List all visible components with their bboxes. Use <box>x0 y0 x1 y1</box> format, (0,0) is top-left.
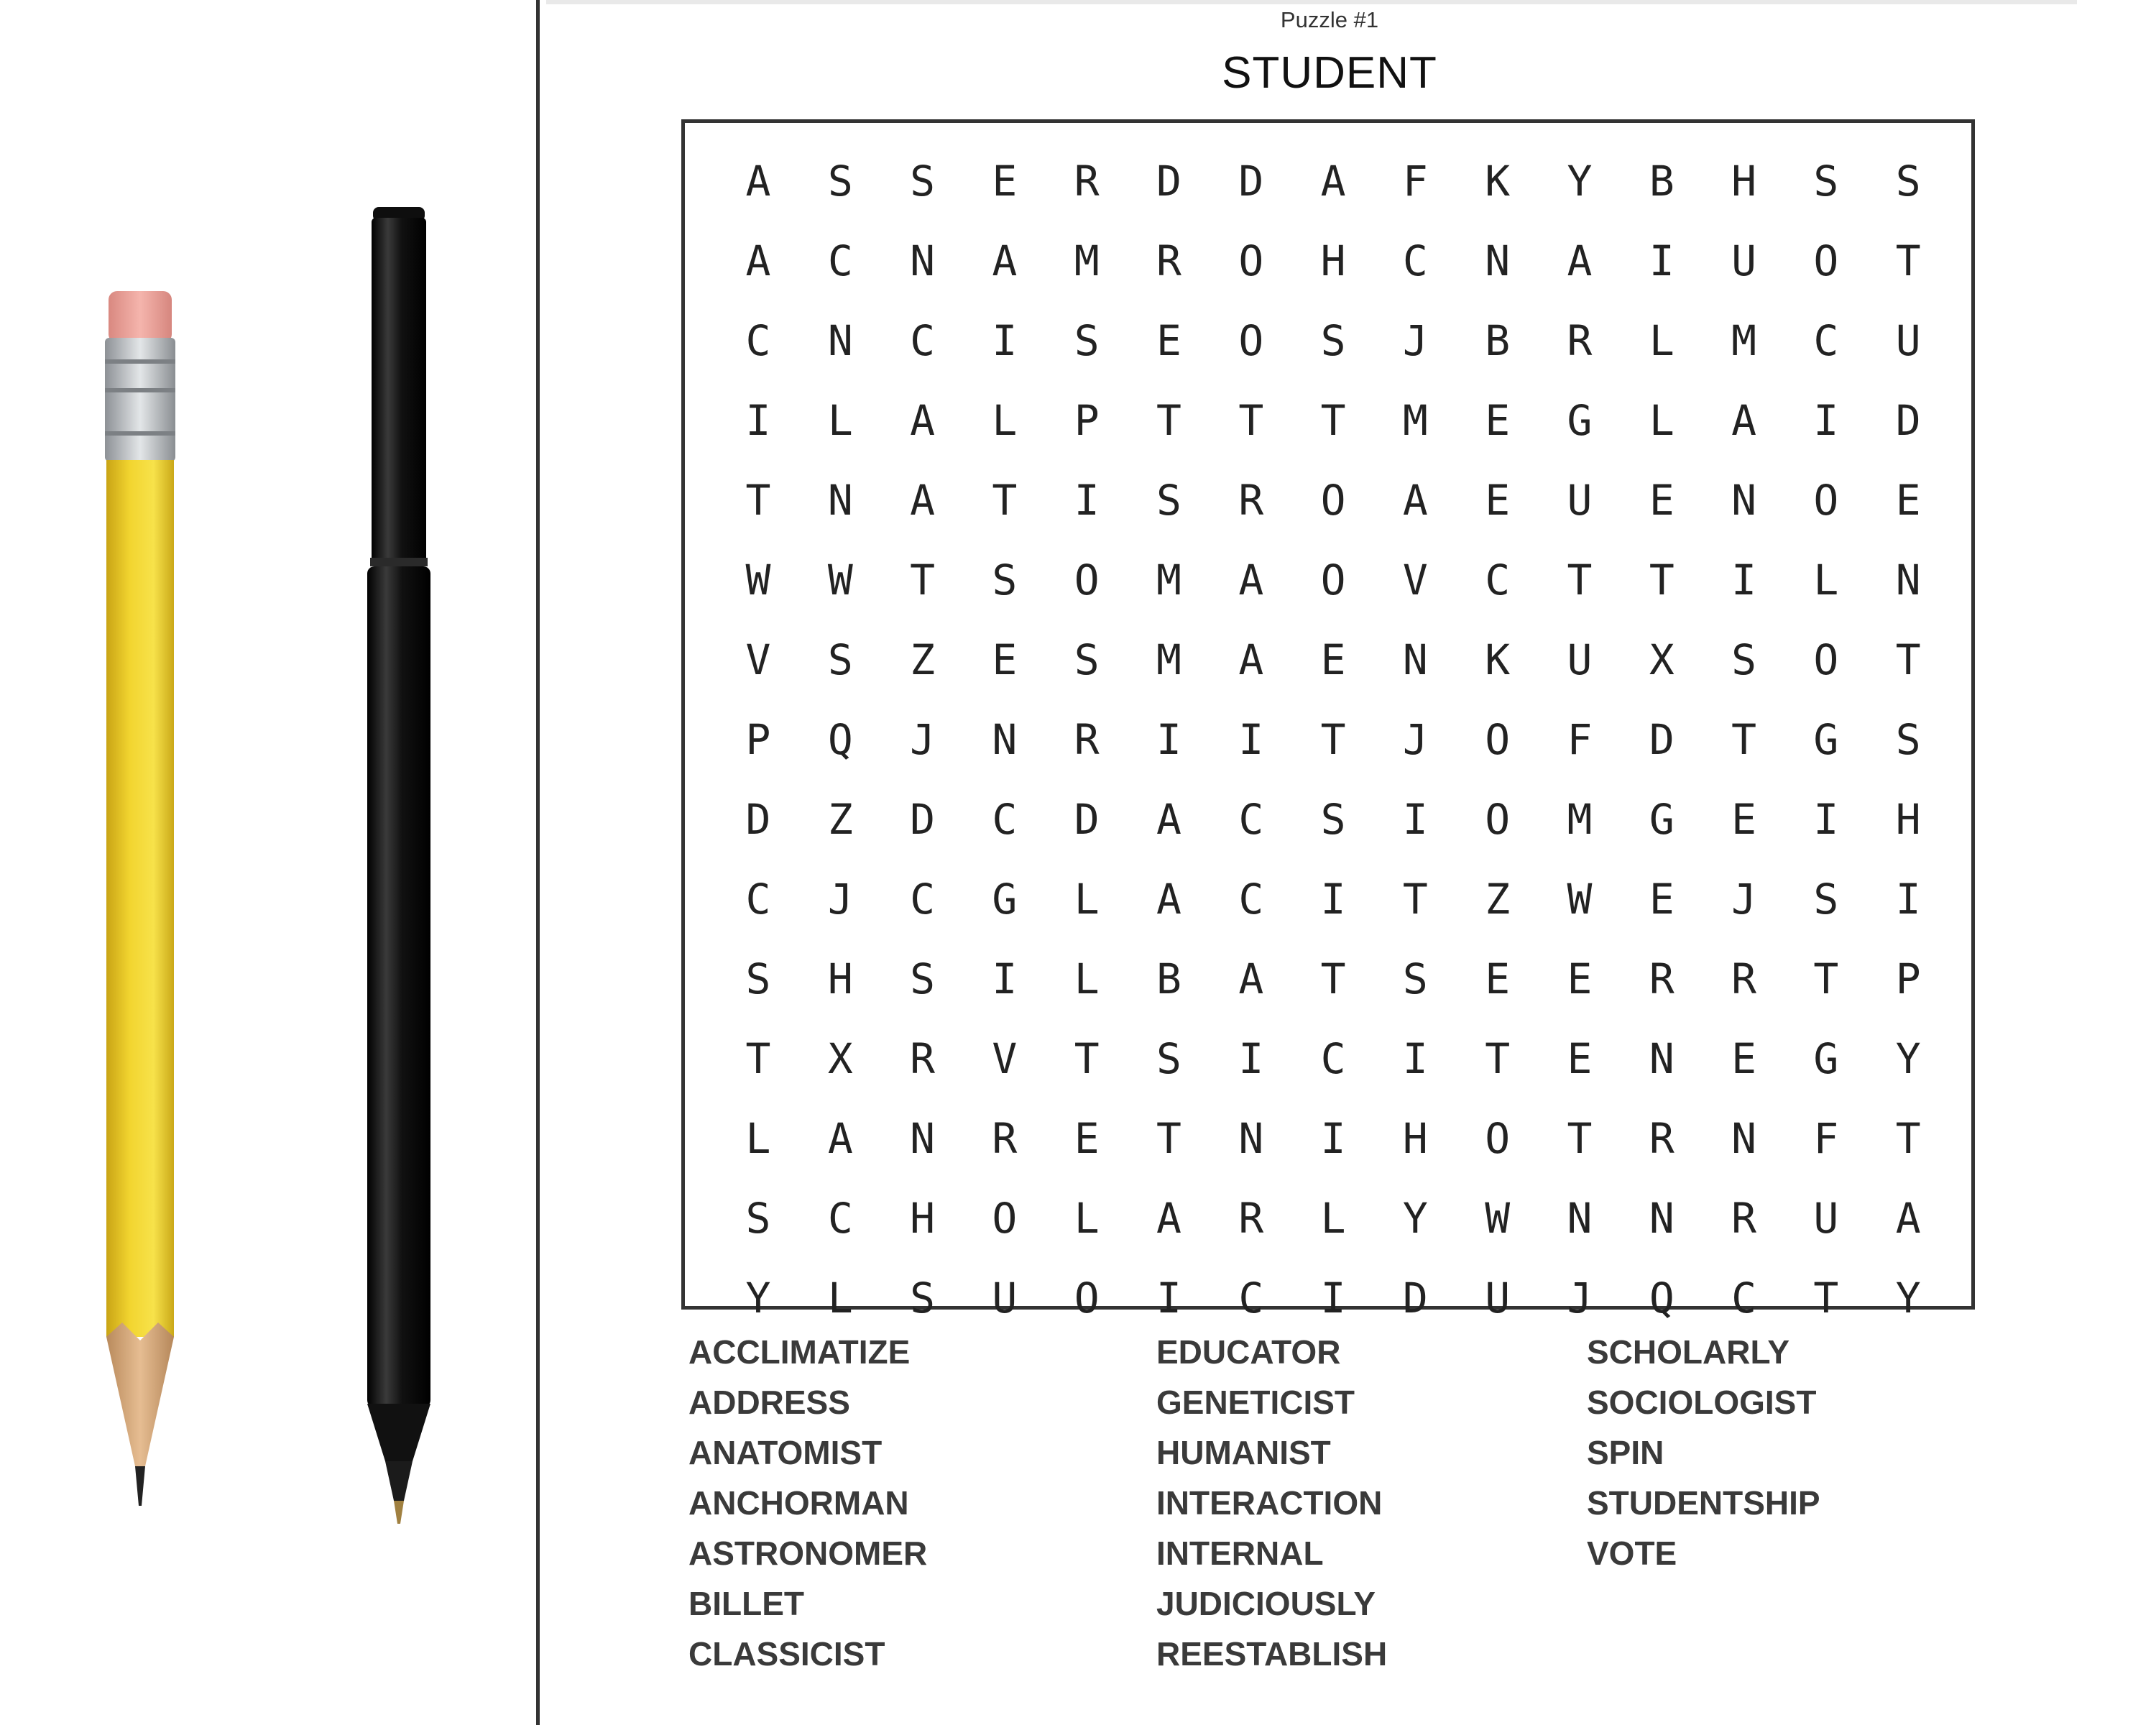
grid-cell[interactable]: O <box>1074 1273 1100 1322</box>
grid-cell[interactable]: A <box>827 1113 853 1163</box>
grid-cell[interactable]: N <box>1485 236 1511 285</box>
grid-cell[interactable]: L <box>1813 555 1839 604</box>
grid-cell[interactable]: N <box>827 316 853 365</box>
grid-cell[interactable]: N <box>1731 1113 1757 1163</box>
word-list-item: HUMANIST <box>1156 1434 1331 1471</box>
grid-cell[interactable]: T <box>1567 1113 1593 1163</box>
grid-cell[interactable]: R <box>1731 1193 1757 1243</box>
grid-cell[interactable]: A <box>745 156 771 206</box>
grid-cell[interactable]: Z <box>827 794 853 844</box>
grid-cell[interactable]: S <box>1320 316 1346 365</box>
grid-cell[interactable]: F <box>1402 156 1428 206</box>
word-list-item: VOTE <box>1587 1535 1677 1572</box>
grid-cell[interactable]: Y <box>1567 156 1593 206</box>
grid-cell[interactable]: T <box>1074 1034 1100 1083</box>
grid-cell[interactable]: F <box>1813 1113 1839 1163</box>
grid-cell[interactable]: Z <box>1485 874 1511 924</box>
grid-cell[interactable]: C <box>910 316 936 365</box>
grid-cell[interactable]: T <box>1649 555 1674 604</box>
grid-cell[interactable]: A <box>1731 395 1757 445</box>
grid-cell[interactable]: C <box>1320 1034 1346 1083</box>
grid-cell[interactable]: S <box>745 954 771 1003</box>
puzzle-title: STUDENT <box>1222 48 1437 98</box>
word-list-item: JUDICIOUSLY <box>1156 1585 1376 1622</box>
grid-cell[interactable]: U <box>1567 635 1593 684</box>
grid-cell[interactable]: H <box>910 1193 936 1243</box>
grid-cell[interactable]: G <box>992 874 1018 924</box>
grid-cell[interactable]: M <box>1402 395 1428 445</box>
grid-cell[interactable]: J <box>1731 874 1757 924</box>
grid-cell[interactable]: N <box>1895 555 1921 604</box>
grid-cell[interactable]: T <box>1895 236 1921 285</box>
grid-cell[interactable]: D <box>1156 156 1181 206</box>
grid-cell[interactable]: D <box>1074 794 1100 844</box>
grid-cell[interactable]: R <box>910 1034 936 1083</box>
grid-cell[interactable]: A <box>745 236 771 285</box>
grid-cell[interactable]: U <box>992 1273 1018 1322</box>
grid-cell[interactable]: U <box>1895 316 1921 365</box>
grid-cell[interactable]: P <box>1895 954 1921 1003</box>
grid-cell[interactable]: O <box>1813 635 1839 684</box>
grid-cell[interactable]: J <box>1402 316 1428 365</box>
grid-cell[interactable]: U <box>1731 236 1757 285</box>
grid-cell[interactable]: T <box>1320 395 1346 445</box>
word-list-item: REESTABLISH <box>1156 1635 1388 1673</box>
grid-cell[interactable]: J <box>1567 1273 1593 1322</box>
word-list-item: INTERACTION <box>1156 1484 1383 1522</box>
grid-cell[interactable]: A <box>992 236 1018 285</box>
grid-cell[interactable]: C <box>1238 874 1264 924</box>
grid-cell[interactable]: W <box>1485 1193 1511 1243</box>
grid-cell[interactable]: I <box>1320 1113 1346 1163</box>
grid-cell[interactable]: O <box>1485 794 1511 844</box>
grid-cell[interactable]: C <box>992 794 1018 844</box>
grid-cell[interactable]: V <box>992 1034 1018 1083</box>
grid-cell[interactable]: R <box>1567 316 1593 365</box>
word-list-item: SCHOLARLY <box>1587 1333 1789 1371</box>
grid-cell[interactable]: T <box>992 475 1018 525</box>
grid-cell[interactable]: T <box>1813 1273 1839 1322</box>
grid-cell[interactable]: T <box>1813 954 1839 1003</box>
grid-cell[interactable]: Y <box>745 1273 771 1322</box>
grid-cell[interactable]: U <box>1813 1193 1839 1243</box>
grid-cell[interactable]: I <box>1320 874 1346 924</box>
grid-cell[interactable]: K <box>1485 635 1511 684</box>
grid-cell[interactable]: T <box>1485 1034 1511 1083</box>
grid-cell[interactable]: S <box>827 156 853 206</box>
grid-cell[interactable]: X <box>1649 635 1674 684</box>
grid-cell[interactable]: H <box>1895 794 1921 844</box>
grid-cell[interactable]: B <box>1485 316 1511 365</box>
grid-cell[interactable]: I <box>1402 1034 1428 1083</box>
grid-cell[interactable]: Q <box>827 714 853 764</box>
grid-cell[interactable]: A <box>1238 635 1264 684</box>
grid-cell[interactable]: E <box>1156 316 1181 365</box>
grid-cell[interactable]: I <box>1649 236 1674 285</box>
grid-cell[interactable]: I <box>1320 1273 1346 1322</box>
grid-cell[interactable]: O <box>992 1193 1018 1243</box>
grid-cell[interactable]: L <box>827 1273 853 1322</box>
grid-cell[interactable]: N <box>1649 1034 1674 1083</box>
grid-cell[interactable]: R <box>1074 156 1100 206</box>
word-list-item: SOCIOLOGIST <box>1587 1384 1817 1421</box>
grid-cell[interactable]: X <box>827 1034 853 1083</box>
grid-cell[interactable]: E <box>1485 954 1511 1003</box>
grid-cell[interactable]: I <box>1813 794 1839 844</box>
grid-cell[interactable]: S <box>1895 714 1921 764</box>
grid-cell[interactable]: P <box>1074 395 1100 445</box>
grid-cell[interactable]: S <box>1156 1034 1181 1083</box>
grid-cell[interactable]: C <box>1813 316 1839 365</box>
grid-cell[interactable]: T <box>1567 555 1593 604</box>
pencil-icon[interactable] <box>101 288 180 1524</box>
grid-cell[interactable]: G <box>1813 714 1839 764</box>
grid-cell[interactable]: K <box>1485 156 1511 206</box>
grid-cell[interactable]: T <box>1320 714 1346 764</box>
grid-cell[interactable]: I <box>1156 1273 1181 1322</box>
grid-cell[interactable]: A <box>1238 555 1264 604</box>
grid-cell[interactable]: G <box>1649 794 1674 844</box>
grid-cell[interactable]: U <box>1567 475 1593 525</box>
grid-cell[interactable]: O <box>1320 555 1346 604</box>
grid-cell[interactable]: E <box>1649 475 1674 525</box>
word-list-item: ASTRONOMER <box>688 1535 928 1572</box>
grid-cell[interactable]: R <box>1074 714 1100 764</box>
grid-cell[interactable]: O <box>1238 316 1264 365</box>
grid-cell[interactable]: A <box>1156 874 1181 924</box>
grid-cell[interactable]: M <box>1731 316 1757 365</box>
word-list-column-1 <box>688 1327 927 1679</box>
grid-cell[interactable]: S <box>1813 156 1839 206</box>
grid-cell[interactable]: Y <box>1895 1034 1921 1083</box>
grid-cell[interactable]: O <box>1320 475 1346 525</box>
grid-cell[interactable]: O <box>1238 236 1264 285</box>
grid-cell[interactable]: R <box>1156 236 1181 285</box>
panel-divider <box>536 0 540 1725</box>
grid-cell[interactable]: R <box>1649 1113 1674 1163</box>
grid-cell[interactable]: C <box>827 1193 853 1243</box>
grid-cell[interactable]: M <box>1074 236 1100 285</box>
grid-cell[interactable]: H <box>1320 236 1346 285</box>
grid-cell[interactable]: N <box>910 236 936 285</box>
puzzle-number: Puzzle #1 <box>1280 7 1379 32</box>
grid-cell[interactable]: D <box>1649 714 1674 764</box>
grid-cell[interactable]: D <box>1402 1273 1428 1322</box>
grid-cell[interactable]: A <box>1567 236 1593 285</box>
grid-cell[interactable]: I <box>1074 475 1100 525</box>
grid-cell[interactable]: W <box>1567 874 1593 924</box>
grid-cell[interactable]: O <box>1485 714 1511 764</box>
grid-cell[interactable]: S <box>910 954 936 1003</box>
grid-cell[interactable]: J <box>1402 714 1428 764</box>
grid-cell[interactable]: O <box>1813 236 1839 285</box>
grid-cell[interactable]: V <box>745 635 771 684</box>
grid-cell[interactable]: L <box>1649 395 1674 445</box>
grid-cell[interactable]: Z <box>910 635 936 684</box>
grid-cell[interactable]: I <box>1238 714 1264 764</box>
grid-cell[interactable]: L <box>1649 316 1674 365</box>
grid-cell[interactable]: D <box>745 794 771 844</box>
grid-cell[interactable]: S <box>910 1273 936 1322</box>
grid-cell[interactable]: T <box>1402 874 1428 924</box>
grid-cell[interactable]: A <box>1156 794 1181 844</box>
grid-cell[interactable]: S <box>992 555 1018 604</box>
grid-cell[interactable]: R <box>1238 475 1264 525</box>
grid-cell[interactable]: N <box>1238 1113 1264 1163</box>
grid-cell[interactable]: S <box>1074 635 1100 684</box>
grid-cell[interactable]: Q <box>1649 1273 1674 1322</box>
grid-cell[interactable]: E <box>1074 1113 1100 1163</box>
grid-cell[interactable]: E <box>1320 635 1346 684</box>
grid-cell[interactable]: T <box>1156 395 1181 445</box>
grid-cell[interactable]: E <box>1567 1034 1593 1083</box>
grid-cell[interactable]: L <box>1074 874 1100 924</box>
grid-cell[interactable]: T <box>745 475 771 525</box>
word-list-item: ACCLIMATIZE <box>688 1333 911 1371</box>
grid-cell[interactable]: S <box>1895 156 1921 206</box>
grid-cell[interactable]: R <box>1731 954 1757 1003</box>
grid-cell[interactable]: T <box>1238 395 1264 445</box>
grid-cell[interactable]: S <box>1074 316 1100 365</box>
grid-cell[interactable]: S <box>827 635 853 684</box>
word-list-item: SPIN <box>1587 1434 1664 1471</box>
grid-cell[interactable]: E <box>1567 954 1593 1003</box>
grid-cell[interactable]: I <box>1402 794 1428 844</box>
grid-cell[interactable]: S <box>1813 874 1839 924</box>
grid-cell[interactable]: Y <box>1402 1193 1428 1243</box>
grid-cell[interactable]: I <box>1731 555 1757 604</box>
grid-cell[interactable]: L <box>1320 1193 1346 1243</box>
grid-cell[interactable]: D <box>910 794 936 844</box>
grid-cell[interactable]: A <box>1320 156 1346 206</box>
grid-cell[interactable]: Y <box>1895 1273 1921 1322</box>
grid-cell[interactable]: N <box>827 475 853 525</box>
word-list-column-2 <box>1156 1327 1387 1679</box>
grid-cell[interactable]: E <box>1731 1034 1757 1083</box>
grid-cell[interactable]: S <box>1156 475 1181 525</box>
grid-cell[interactable]: L <box>827 395 853 445</box>
grid-cell[interactable]: U <box>1485 1273 1511 1322</box>
grid-cell[interactable]: S <box>745 1193 771 1243</box>
grid-cell[interactable]: H <box>1731 156 1757 206</box>
word-list-item: ANCHORMAN <box>688 1484 909 1522</box>
grid-cell[interactable]: A <box>1402 475 1428 525</box>
grid-cell[interactable]: R <box>1238 1193 1264 1243</box>
grid-cell[interactable]: F <box>1567 714 1593 764</box>
grid-cell[interactable]: E <box>1485 475 1511 525</box>
grid-cell[interactable]: I <box>1813 395 1839 445</box>
grid-cell[interactable]: T <box>745 1034 771 1083</box>
grid-cell[interactable]: N <box>1402 635 1428 684</box>
grid-cell[interactable]: T <box>1895 1113 1921 1163</box>
grid-cell[interactable]: A <box>1156 1193 1181 1243</box>
word-list-item: STUDENTSHIP <box>1587 1484 1820 1522</box>
grid-cell[interactable]: T <box>1895 635 1921 684</box>
grid-cell[interactable]: L <box>1074 1193 1100 1243</box>
grid-cell[interactable]: A <box>910 395 936 445</box>
word-list-item: ANATOMIST <box>688 1434 883 1471</box>
grid-cell[interactable]: E <box>992 635 1018 684</box>
grid-cell[interactable]: N <box>1567 1193 1593 1243</box>
grid-cell[interactable]: C <box>1238 794 1264 844</box>
grid-cell[interactable]: G <box>1567 395 1593 445</box>
grid-cell[interactable]: E <box>1649 874 1674 924</box>
grid-cell[interactable]: S <box>1402 954 1428 1003</box>
grid-cell[interactable]: C <box>910 874 936 924</box>
grid-cell[interactable]: A <box>1238 954 1264 1003</box>
grid-cell[interactable]: C <box>1731 1273 1757 1322</box>
grid-cell[interactable]: S <box>1320 794 1346 844</box>
grid-cell[interactable]: I <box>992 954 1018 1003</box>
grid-cell[interactable]: L <box>745 1113 771 1163</box>
grid-cell[interactable]: V <box>1402 555 1428 604</box>
grid-cell[interactable]: E <box>1485 395 1511 445</box>
word-list-item: BILLET <box>688 1585 804 1622</box>
tool-panel <box>0 0 536 1725</box>
grid-cell[interactable]: M <box>1156 555 1181 604</box>
grid-cell[interactable]: S <box>910 156 936 206</box>
grid-cell[interactable]: R <box>1649 954 1674 1003</box>
top-rule <box>546 0 2077 4</box>
grid-cell[interactable]: E <box>1895 475 1921 525</box>
grid-cell[interactable]: J <box>827 874 853 924</box>
grid-cell[interactable]: W <box>827 555 853 604</box>
pen-icon[interactable] <box>359 207 438 1537</box>
word-list-item: CLASSICIST <box>688 1635 885 1673</box>
grid-cell[interactable]: E <box>992 156 1018 206</box>
grid-cell[interactable]: C <box>1402 236 1428 285</box>
grid-cell[interactable]: C <box>745 874 771 924</box>
letter-grid[interactable] <box>717 142 1953 1322</box>
grid-cell[interactable]: N <box>910 1113 936 1163</box>
word-list-item: ADDRESS <box>688 1384 850 1421</box>
grid-cell[interactable]: B <box>1156 954 1181 1003</box>
grid-cell[interactable]: O <box>1813 475 1839 525</box>
grid-cell[interactable]: N <box>1649 1193 1674 1243</box>
grid-cell[interactable]: W <box>745 555 771 604</box>
word-list-column-3 <box>1587 1327 1820 1578</box>
grid-cell[interactable]: I <box>992 316 1018 365</box>
grid-cell[interactable]: T <box>1320 954 1346 1003</box>
grid-cell[interactable]: E <box>1731 794 1757 844</box>
grid-cell[interactable]: H <box>827 954 853 1003</box>
grid-cell[interactable]: T <box>1156 1113 1181 1163</box>
grid-cell[interactable]: H <box>1402 1113 1428 1163</box>
grid-cell[interactable]: G <box>1813 1034 1839 1083</box>
grid-cell[interactable]: P <box>745 714 771 764</box>
grid-cell[interactable]: R <box>992 1113 1018 1163</box>
grid-cell[interactable]: A <box>910 475 936 525</box>
grid-cell[interactable]: I <box>1895 874 1921 924</box>
grid-cell[interactable]: S <box>1731 635 1757 684</box>
grid-cell[interactable]: I <box>745 395 771 445</box>
grid-cell[interactable]: B <box>1649 156 1674 206</box>
grid-cell[interactable]: T <box>910 555 936 604</box>
grid-cell[interactable]: D <box>1895 395 1921 445</box>
grid-cell[interactable]: C <box>1485 555 1511 604</box>
grid-cell[interactable]: C <box>1238 1273 1264 1322</box>
grid-cell[interactable]: O <box>1485 1113 1511 1163</box>
grid-cell[interactable]: L <box>992 395 1018 445</box>
grid-cell[interactable]: O <box>1074 555 1100 604</box>
grid-cell[interactable]: A <box>1895 1193 1921 1243</box>
word-list-item: EDUCATOR <box>1156 1333 1341 1371</box>
grid-cell[interactable]: T <box>1731 714 1757 764</box>
grid-cell[interactable]: N <box>992 714 1018 764</box>
grid-cell[interactable]: I <box>1238 1034 1264 1083</box>
grid-cell[interactable]: N <box>1731 475 1757 525</box>
grid-cell[interactable]: M <box>1567 794 1593 844</box>
grid-cell[interactable]: J <box>910 714 936 764</box>
grid-cell[interactable]: I <box>1156 714 1181 764</box>
grid-cell[interactable]: D <box>1238 156 1264 206</box>
grid-cell[interactable]: M <box>1156 635 1181 684</box>
grid-cell[interactable]: C <box>827 236 853 285</box>
word-list-item: GENETICIST <box>1156 1384 1355 1421</box>
grid-cell[interactable]: L <box>1074 954 1100 1003</box>
word-list-item: INTERNAL <box>1156 1535 1324 1572</box>
grid-cell[interactable]: C <box>745 316 771 365</box>
